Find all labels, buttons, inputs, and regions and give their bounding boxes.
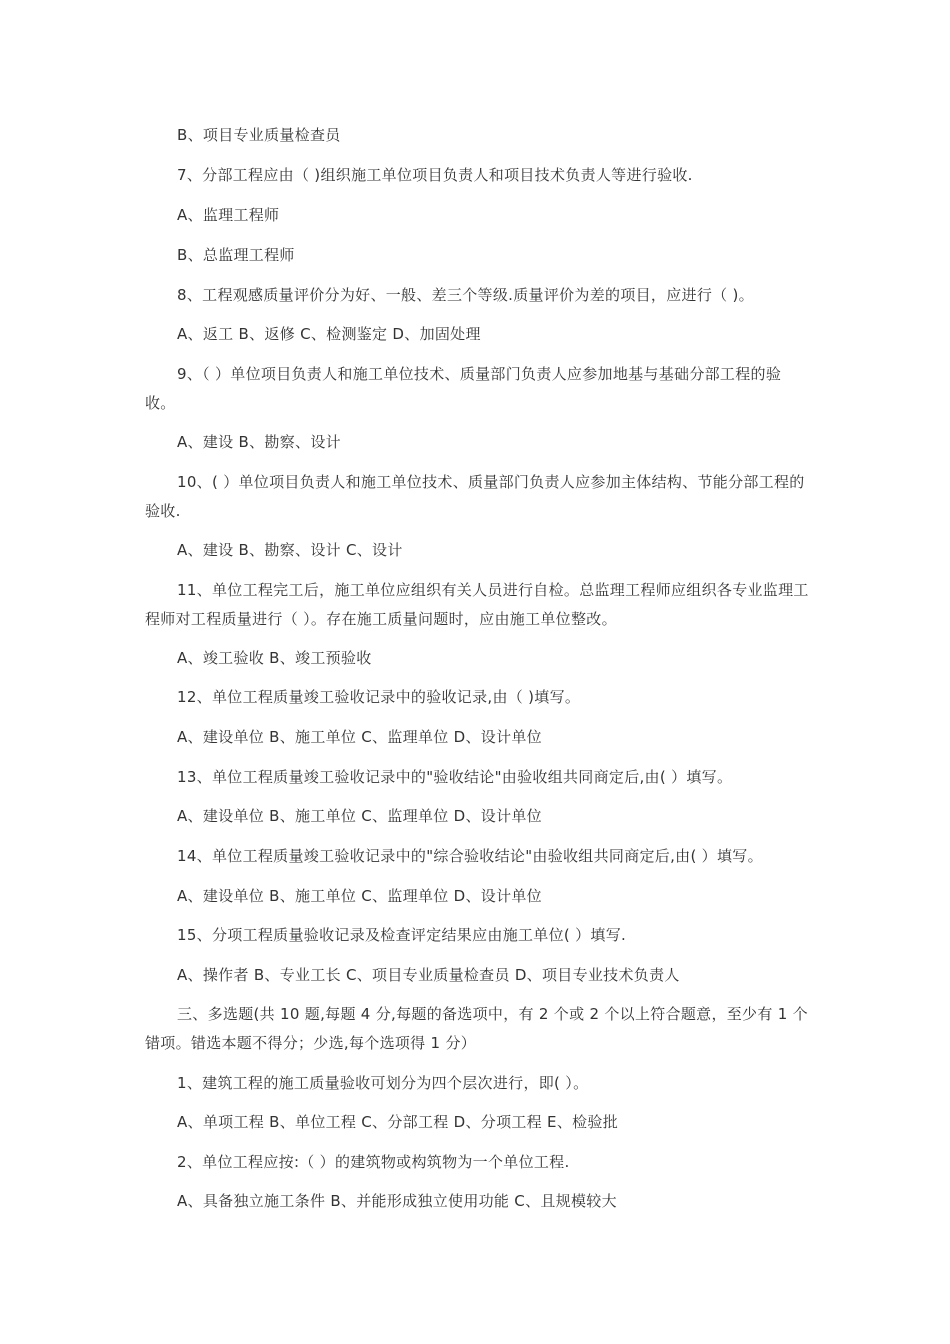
answer-option: A、建设 B、勘察、设计 C、设计	[177, 541, 403, 559]
question-2: 2、单位工程应按:（ ）的建筑物或构筑物为一个单位工程.	[177, 1153, 570, 1171]
answer-option: A、建设单位 B、施工单位 C、监理单位 D、设计单位	[177, 887, 542, 905]
answer-option: A、单项工程 B、单位工程 C、分部工程 D、分项工程 E、检验批	[177, 1113, 619, 1131]
question-10: 10、( ）单位项目负责人和施工单位技术、质量部门负责人应参加主体结构、节能分部工程的验收.	[145, 473, 805, 520]
question-14: 14、单位工程质量竣工验收记录中的"综合验收结论"由验收组共同商定后,由( ）填写。	[177, 847, 763, 865]
question-8: 8、工程观感质量评价分为好、一般、差三个等级.质量评价为差的项目，应进行（ )。	[177, 286, 754, 304]
section-heading-multiple-choice: 三、多选题(共 10 题,每题 4 分,每题的备选项中，有 2 个或 2 个以上符合题意，至少有 1 个错项。错选本题不得分；少选,每个选项得 1 分）	[145, 1005, 808, 1052]
answer-option: B、总监理工程师	[177, 246, 295, 264]
question-7: 7、分部工程应由（ )组织施工单位项目负责人和项目技术负责人等进行验收.	[177, 166, 693, 184]
answer-option: A、建设 B、勘察、设计	[177, 433, 341, 451]
answer-option: A、具备独立施工条件 B、并能形成独立使用功能 C、且规模较大	[177, 1192, 617, 1210]
question-9: 9、（ ）单位项目负责人和施工单位技术、质量部门负责人应参加地基与基础分部工程的验收。	[145, 365, 782, 412]
answer-option: B、项目专业质量检查员	[177, 126, 341, 144]
question-11: 11、单位工程完工后，施工单位应组织有关人员进行自检。总监理工程师应组织各专业监理工程师对工程质量进行（ ）。存在施工质量问题时，应由施工单位整改。	[145, 581, 809, 628]
question-12: 12、单位工程质量竣工验收记录中的验收记录,由（ )填写。	[177, 688, 581, 706]
answer-option: A、监理工程师	[177, 206, 280, 224]
answer-option: A、返工 B、返修 C、检测鉴定 D、加固处理	[177, 325, 481, 343]
question-1: 1、建筑工程的施工质量验收可划分为四个层次进行，即( ）。	[177, 1074, 589, 1092]
question-15: 15、分项工程质量验收记录及检查评定结果应由施工单位( ）填写.	[177, 926, 627, 944]
question-13: 13、单位工程质量竣工验收记录中的"验收结论"由验收组共同商定后,由( ）填写。	[177, 768, 733, 786]
answer-option: A、竣工验收 B、竣工预验收	[177, 649, 372, 667]
answer-option: A、建设单位 B、施工单位 C、监理单位 D、设计单位	[177, 807, 542, 825]
answer-option: A、操作者 B、专业工长 C、项目专业质量检查员 D、项目专业技术负责人	[177, 966, 680, 984]
answer-option: A、建设单位 B、施工单位 C、监理单位 D、设计单位	[177, 728, 542, 746]
